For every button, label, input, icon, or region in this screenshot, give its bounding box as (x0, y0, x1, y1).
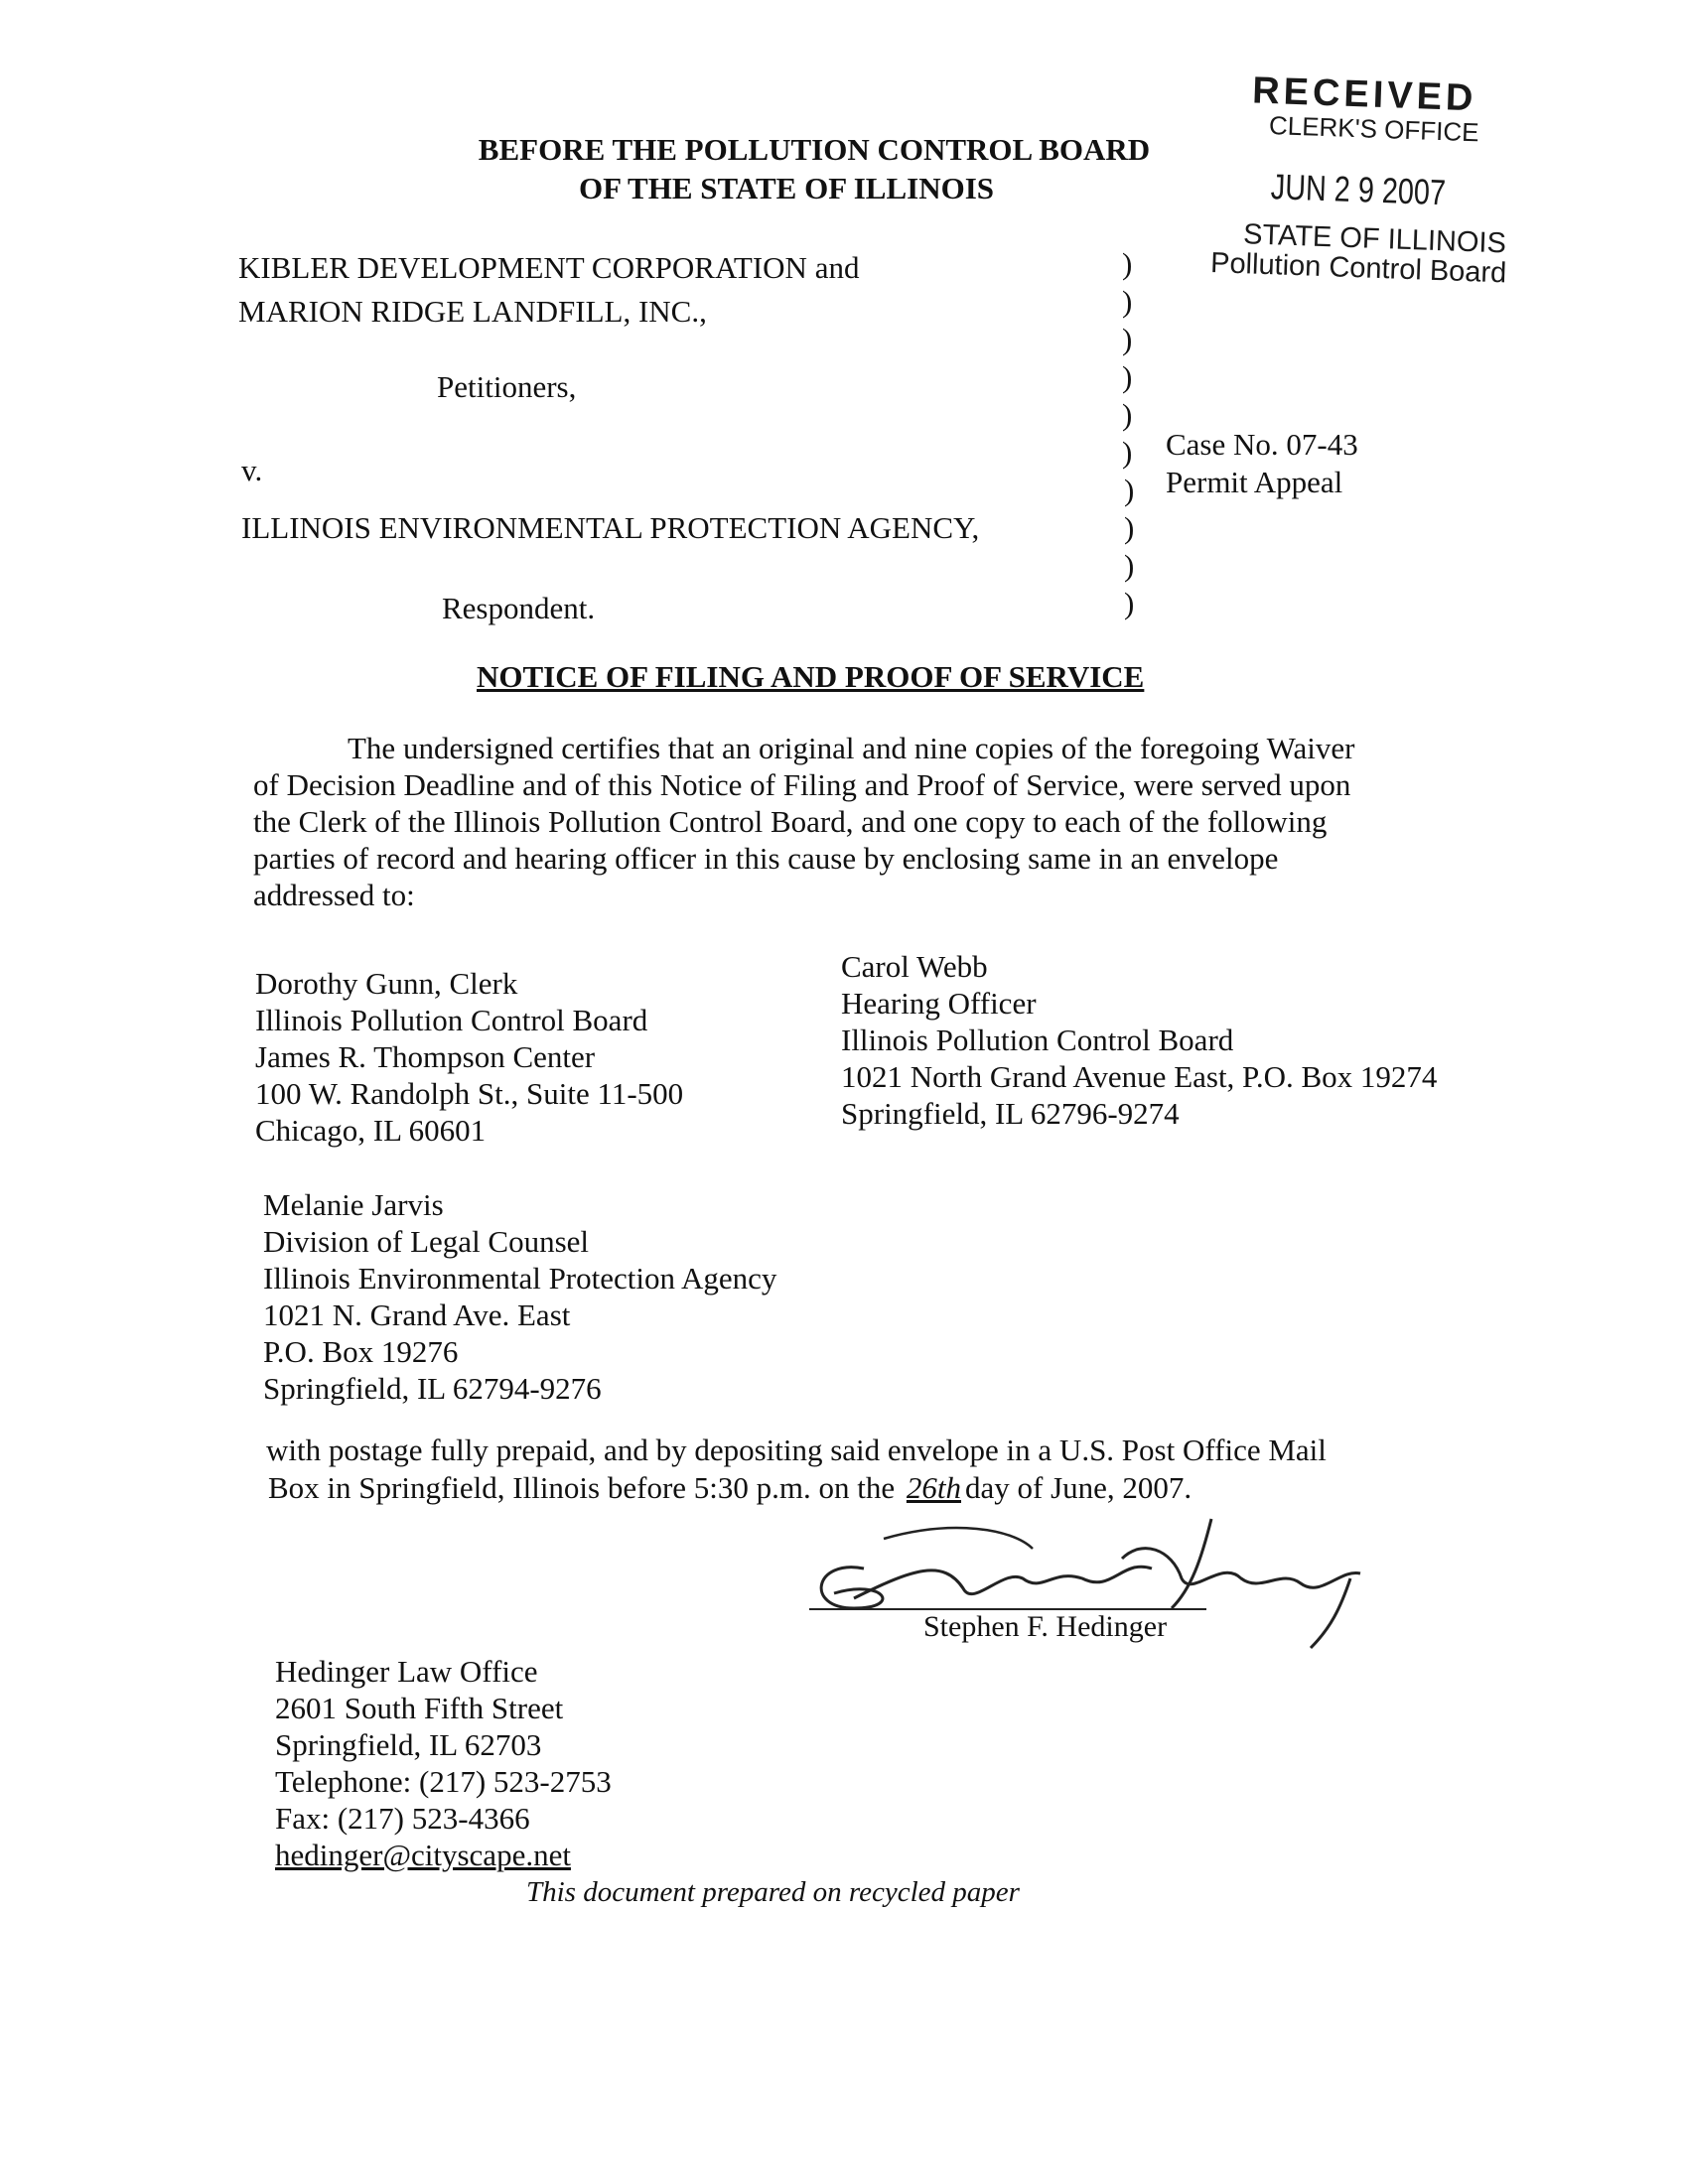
recipient-hearing-officer-address (841, 948, 1437, 1132)
firm-email[interactable]: hedinger@cityscape.net (275, 1838, 571, 1872)
firm-line: Hedinger Law Office (275, 1654, 538, 1689)
address-line: Chicago, IL 60601 (255, 1113, 487, 1148)
address-line: Division of Legal Counsel (263, 1224, 590, 1259)
respondent-name: ILLINOIS ENVIRONMENTAL PROTECTION AGENCY, (241, 510, 980, 545)
address-line: Melanie Jarvis (263, 1187, 444, 1222)
caption-paren: ) (1122, 359, 1133, 394)
caption-paren: ) (1122, 397, 1133, 432)
address-line: 1021 North Grand Avenue East, P.O. Box 19274 (841, 1059, 1438, 1094)
address-line: Hearing Officer (841, 986, 1037, 1021)
address-line: 1021 N. Grand Ave. East (263, 1297, 571, 1332)
stamp-received-label: RECEIVED (1251, 69, 1478, 120)
address-line: Springfield, IL 62794-9276 (263, 1371, 602, 1406)
petitioner-line1: KIBLER DEVELOPMENT CORPORATION and (238, 250, 860, 285)
petitioner-line2: MARION RIDGE LANDFILL, INC., (238, 294, 707, 329)
caption-paren: ) (1124, 586, 1135, 620)
document-title: NOTICE OF FILING AND PROOF OF SERVICE (477, 659, 1145, 694)
firm-address (275, 1653, 612, 1873)
petitioners-label: Petitioners, (437, 369, 577, 404)
received-stamp (1209, 69, 1539, 318)
respondent-label: Respondent. (442, 591, 596, 625)
address-line: P.O. Box 19276 (263, 1334, 459, 1369)
intro-line: addressed to: (253, 878, 415, 912)
intro-paragraph (253, 730, 1465, 913)
firm-line: 2601 South Fifth Street (275, 1691, 564, 1725)
case-type: Permit Appeal (1166, 465, 1343, 499)
signer-name: Stephen F. Hedinger (923, 1610, 1168, 1643)
court-heading-line2: OF THE STATE OF ILLINOIS (578, 171, 995, 205)
stamp-state: STATE OF ILLINOIS (1242, 218, 1507, 260)
case-number: Case No. 07-43 (1166, 427, 1358, 462)
handwritten-day: 26th (906, 1470, 962, 1505)
intro-line: the Clerk of the Illinois Pollution Control Board, and one copy to each of the following (253, 804, 1328, 839)
firm-line: Springfield, IL 62703 (275, 1727, 542, 1762)
recycled-paper-note: This document prepared on recycled paper (526, 1876, 1020, 1908)
intro-line: The undersigned certifies that an original and nine copies of the foregoing Waiver (348, 731, 1355, 765)
address-line: Carol Webb (841, 949, 988, 984)
caption-paren: ) (1122, 284, 1133, 319)
stamp-office-label: CLERK'S OFFICE (1268, 110, 1480, 148)
closing-line2-end: day of June, 2007. (965, 1470, 1193, 1505)
address-line: Illinois Pollution Control Board (255, 1003, 648, 1037)
recipient-clerk-address (255, 965, 683, 1149)
firm-line: Fax: (217) 523-4366 (275, 1801, 530, 1836)
address-line: Springfield, IL 62796-9274 (841, 1096, 1180, 1131)
recipient-agency-counsel-address (263, 1186, 776, 1407)
caption-paren: ) (1122, 246, 1133, 281)
caption-paren: ) (1122, 435, 1133, 470)
caption-paren: ) (1124, 510, 1135, 545)
court-heading-line1: BEFORE THE POLLUTION CONTROL BOARD (478, 132, 1151, 167)
address-line: Dorothy Gunn, Clerk (255, 966, 518, 1001)
stamp-date: JUN 2 9 2007 (1270, 166, 1447, 213)
stamp-board: Pollution Control Board (1209, 247, 1507, 290)
address-line: 100 W. Randolph St., Suite 11-500 (255, 1076, 684, 1111)
intro-line: of Decision Deadline and of this Notice of Filing and Proof of Service, were served upon (253, 767, 1351, 802)
address-line: James R. Thompson Center (255, 1039, 596, 1074)
address-line: Illinois Pollution Control Board (841, 1023, 1234, 1057)
intro-line: parties of record and hearing officer in this cause by enclosing same in an envelope (253, 841, 1279, 876)
versus: v. (241, 453, 263, 487)
firm-line: Telephone: (217) 523-2753 (275, 1764, 612, 1799)
closing-line2-start: Box in Springfield, Illinois before 5:30 p.m. on the (268, 1470, 896, 1505)
caption-paren: ) (1124, 548, 1135, 583)
caption-paren: ) (1124, 473, 1135, 507)
caption-paren: ) (1122, 322, 1133, 356)
closing-line1: with postage fully prepaid, and by depositing said envelope in a U.S. Post Office Mail (266, 1433, 1327, 1467)
address-line: Illinois Environmental Protection Agency (263, 1261, 777, 1296)
